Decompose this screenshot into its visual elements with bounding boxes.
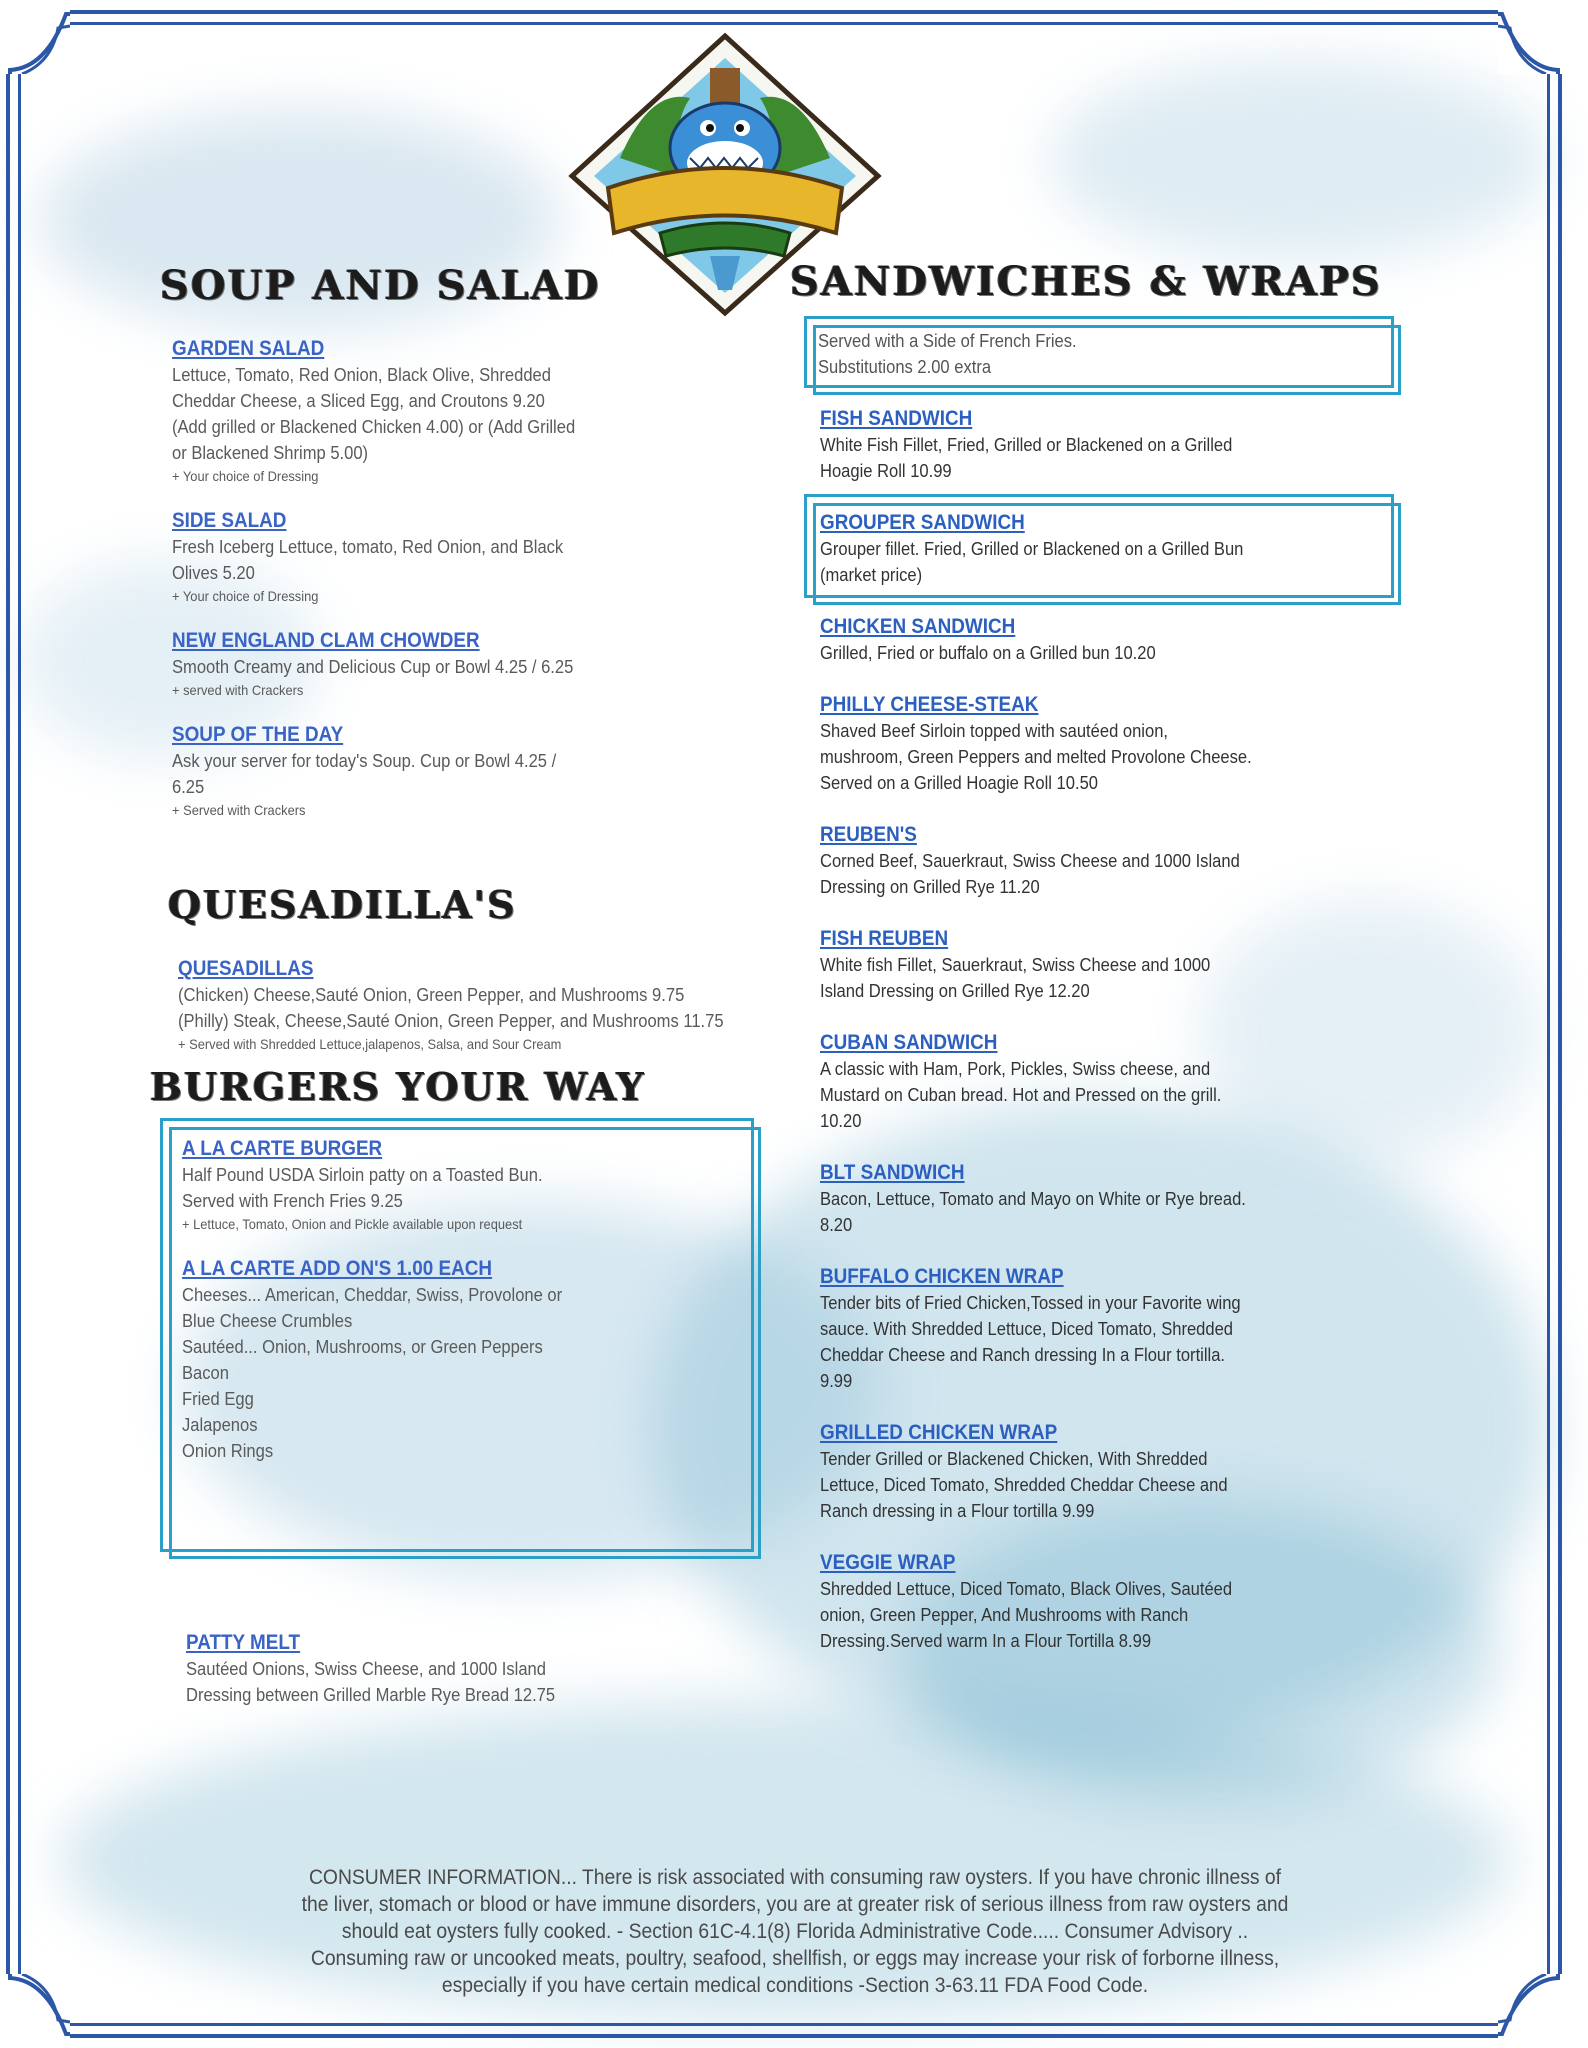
item-description: White Fish Fillet, Fried, Grilled or Blackened on a Grilled Hoagie Roll 10.99	[820, 435, 1233, 481]
menu-item	[820, 510, 1290, 588]
item-note: + served with Crackers	[172, 682, 304, 698]
item-title: BUFFALO CHICKEN WRAP	[820, 1265, 1064, 1288]
item-description: (Philly) Steak, Cheese,Sauté Onion, Green Pepper, and Mushrooms 11.75	[178, 1011, 724, 1031]
item-description: Fresh Iceberg Lettuce, tomato, Red Onion, and Black Olives 5.20	[172, 537, 564, 583]
item-description: Cheeses... American, Cheddar, Swiss, Provolone or Blue Cheese Crumbles	[182, 1285, 563, 1331]
burgers-heading: BURGERS YOUR WAY	[150, 1064, 646, 1109]
item-title: FISH REUBEN	[820, 927, 949, 950]
soup-salad-heading: SOUP AND SALAD	[160, 262, 601, 309]
item-title: VEGGIE WRAP	[820, 1551, 956, 1574]
item-description: Fried Egg	[182, 1389, 254, 1409]
item-description: Sautéed Onions, Swiss Cheese, and 1000 Island Dressing between Grilled Marble Rye Bread 12.75	[186, 1659, 556, 1705]
sandwiches-list	[820, 406, 1290, 1680]
item-title: CUBAN SANDWICH	[820, 1031, 998, 1054]
item-title: CHICKEN SANDWICH	[820, 615, 1016, 638]
item-description: White fish Fillet, Sauerkraut, Swiss Cheese and 1000 Island Dressing on Grilled Rye 12.20	[820, 955, 1211, 1001]
sandwiches-heading: SANDWICHES & WRAPS	[790, 258, 1382, 305]
item-description: Half Pound USDA Sirloin patty on a Toasted Bun. Served with French Fries 9.25	[182, 1165, 543, 1211]
item-description: Shredded Lettuce, Diced Tomato, Black Olives, Sautéed onion, Green Pepper, And Mushrooms with Ranch Dressing.Served warm In a Flour Tortilla 8.99	[820, 1579, 1233, 1651]
menu-item	[182, 1256, 632, 1464]
item-title: SIDE SALAD	[172, 509, 287, 532]
item-title: A LA CARTE ADD ON'S 1.00 EACH	[182, 1257, 493, 1280]
item-description: Sautéed... Onion, Mushrooms, or Green Peppers	[182, 1337, 543, 1357]
menu-item	[172, 628, 612, 700]
item-note: + Served with Shredded Lettuce,jalapenos, Salsa, and Sour Cream	[178, 1036, 562, 1052]
menu-item	[820, 822, 1290, 900]
menu-item	[172, 722, 612, 820]
intro-line: Substitutions 2.00 extra	[818, 357, 992, 377]
item-description: Bacon	[182, 1363, 229, 1383]
corner-ornament	[1498, 1974, 1562, 2038]
item-title: BLT SANDWICH	[820, 1161, 965, 1184]
item-note: + Your choice of Dressing	[172, 588, 319, 604]
item-note: + Lettuce, Tomato, Onion and Pickle available upon request	[182, 1216, 523, 1232]
consumer-advisory: CONSUMER INFORMATION... There is risk associated with consuming raw oysters. If you have chronic illness of the liver, stomach or blood or have immune disorders, you are at greater risk of serious illness from raw oysters and should eat oysters fully cooked. - Section 61C-4.1(8) Florida Administrative Code..... Consumer Advisory .. Consuming raw or uncooked meats, poultry, seafood, shellfish, or eggs may increase your risk of forborne illness, especially if you have certain medical conditions -Section 3-63.11 FDA Food Code.	[301, 1866, 1289, 1997]
corner-ornament	[6, 1974, 70, 2038]
item-note: + Your choice of Dressing	[172, 468, 319, 484]
item-description: (Chicken) Cheese,Sauté Onion, Green Pepper, and Mushrooms 9.75	[178, 985, 685, 1005]
menu-item	[820, 1160, 1290, 1238]
item-description: Jalapenos	[182, 1415, 258, 1435]
menu-item	[820, 692, 1290, 796]
item-title: A LA CARTE BURGER	[182, 1137, 383, 1160]
item-description: Smooth Creamy and Delicious Cup or Bowl 4.25 / 6.25	[172, 657, 574, 677]
item-title: FISH SANDWICH	[820, 407, 973, 430]
quesadillas-list	[178, 956, 818, 1076]
item-description: Bacon, Lettuce, Tomato and Mayo on White or Rye bread. 8.20	[820, 1189, 1246, 1235]
item-note: + Served with Crackers	[172, 802, 306, 818]
item-description: Onion Rings	[182, 1441, 274, 1461]
soup-salad-list	[172, 336, 612, 842]
item-description: A classic with Ham, Pork, Pickles, Swiss cheese, and Mustard on Cuban bread. Hot and Pressed on the grill. 10.20	[820, 1059, 1222, 1131]
item-description: Corned Beef, Sauerkraut, Swiss Cheese and 1000 Island Dressing on Grilled Rye 11.20	[820, 851, 1240, 897]
menu-item	[820, 406, 1290, 484]
item-title: PATTY MELT	[186, 1631, 301, 1654]
item-description: Ask your server for today's Soup. Cup or Bowl 4.25 / 6.25	[172, 751, 557, 797]
menu-item	[820, 614, 1290, 666]
menu-item	[172, 336, 612, 486]
patty-melt	[186, 1630, 636, 1730]
item-description: Lettuce, Tomato, Red Onion, Black Olive, Shredded Cheddar Cheese, a Sliced Egg, and Croutons 9.20 (Add grilled or Blackened Chicken 4.00) or (Add Grilled or Blackened Shrimp 5.00)	[172, 365, 576, 463]
item-description: Grilled, Fried or buffalo on a Grilled bun 10.20	[820, 643, 1156, 663]
item-title: GROUPER SANDWICH	[820, 511, 1025, 534]
menu-item	[182, 1136, 632, 1234]
corner-ornament	[1498, 10, 1562, 74]
menu-item	[820, 1550, 1290, 1654]
item-title: GARDEN SALAD	[172, 337, 325, 360]
item-title: REUBEN'S	[820, 823, 917, 846]
item-title: SOUP OF THE DAY	[172, 723, 344, 746]
corner-ornament	[6, 10, 70, 74]
item-title: NEW ENGLAND CLAM CHOWDER	[172, 629, 480, 652]
menu-item	[172, 508, 612, 606]
item-description: Tender bits of Fried Chicken,Tossed in your Favorite wing sauce. With Shredded Lettuce, Diced Tomato, Shredded Cheddar Cheese and Ranch dressing In a Flour tortilla. 9.99	[820, 1293, 1241, 1391]
item-description: Tender Grilled or Blackened Chicken, With Shredded Lettuce, Diced Tomato, Shredded Cheddar Cheese and Ranch dressing in a Flour tortilla 9.99	[820, 1449, 1228, 1521]
item-description: Grouper fillet. Fried, Grilled or Blackened on a Grilled Bun (market price)	[820, 539, 1244, 585]
intro-line: Served with a Side of French Fries.	[818, 331, 1077, 351]
menu-item	[820, 1420, 1290, 1524]
menu-item	[820, 1264, 1290, 1394]
quesadillas-heading: QUESADILLA'S	[168, 882, 517, 927]
item-title: GRILLED CHICKEN WRAP	[820, 1421, 1058, 1444]
item-title: PHILLY CHEESE-STEAK	[820, 693, 1039, 716]
sandwich-intro	[818, 328, 1378, 380]
item-title: QUESADILLAS	[178, 957, 314, 980]
item-description: Shaved Beef Sirloin topped with sautéed onion, mushroom, Green Peppers and melted Provolone Cheese. Served on a Grilled Hoagie Roll 10.50	[820, 721, 1252, 793]
menu-item	[178, 956, 818, 1054]
burgers-list	[182, 1136, 632, 1486]
menu-item	[820, 926, 1290, 1004]
menu-item	[186, 1630, 636, 1708]
menu-item	[820, 1030, 1290, 1134]
